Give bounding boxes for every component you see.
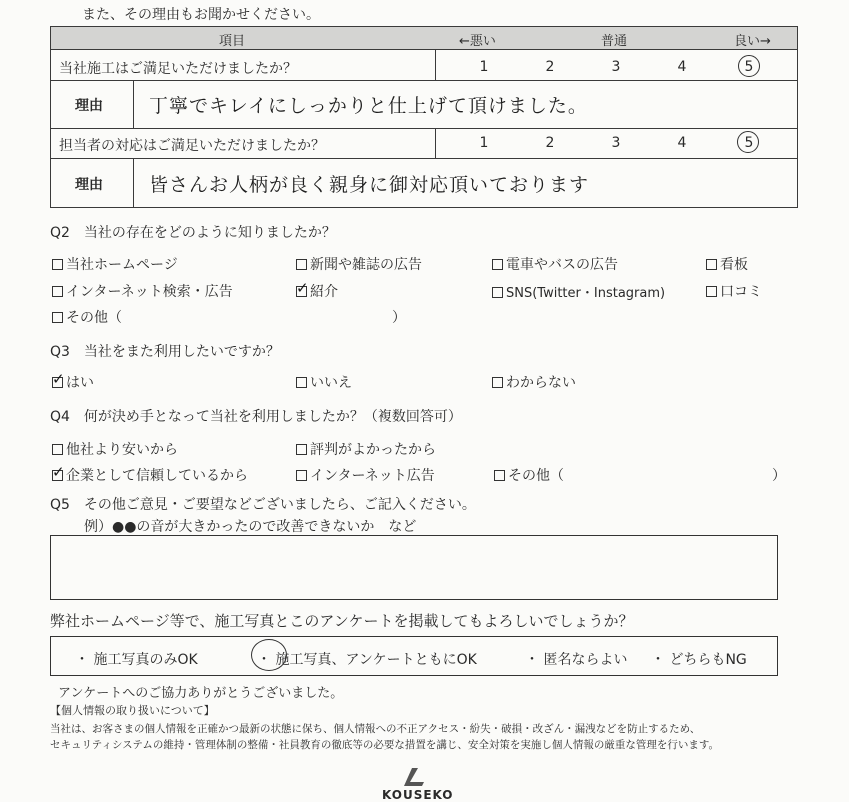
question-staff: 担当者の対応はご満足いただけましたか？ <box>59 138 325 154</box>
publish-option-selected[interactable]: ・ 施工写真、アンケートともにOK <box>257 652 477 668</box>
checkbox-icon <box>296 377 307 388</box>
q2-title: Q2 当社の存在をどのように知りましたか？ <box>50 225 336 241</box>
scale-4: 4 <box>677 135 687 151</box>
publish-options-box <box>50 636 778 676</box>
checkbox-icon <box>296 259 307 270</box>
intro-text: また、その理由もお聞かせください。 <box>82 7 320 23</box>
q5-example: 例）●●の音が大きかったので改善できないか など <box>84 519 417 535</box>
checkmark-icon: ✓ <box>296 279 309 297</box>
privacy-line-2: セキュリティシステムの維持・管理体制の整備・社員教育の徹底等の必要な措置を講じ、安全対策を実施し個人情報の厳重な管理を行います。 <box>50 739 720 751</box>
scale-1: 1 <box>479 59 489 75</box>
privacy-title: 【個人情報の取り扱いについて】 <box>50 704 215 717</box>
checkmark-icon: ✓ <box>52 370 65 388</box>
header-good: 良い→ <box>734 34 771 49</box>
company-logo <box>382 766 454 802</box>
scale-3: 3 <box>611 135 621 151</box>
q4-option[interactable]: インターネット広告 <box>296 465 435 485</box>
q2-other-close: ） <box>392 310 406 326</box>
thanks-text: アンケートへのご協力ありがとうございました。 <box>58 686 344 701</box>
scale-1: 1 <box>479 135 489 151</box>
checkbox-icon <box>494 470 505 481</box>
q2-option[interactable]: 口コミ <box>706 281 762 301</box>
header-normal: 普通 <box>601 34 628 49</box>
q4-title: Q4 何が決め手となって当社を利用しましたか？（複数回答可） <box>50 409 462 425</box>
q2-option-other[interactable]: その他（ <box>52 307 122 327</box>
table-header <box>51 27 797 50</box>
checkbox-icon <box>706 286 717 297</box>
scale-2: 2 <box>545 59 555 75</box>
reason-label: 理由 <box>75 98 103 114</box>
q2-option[interactable]: 当社ホームページ <box>52 254 178 274</box>
q2-option[interactable]: 新聞や雑誌の広告 <box>296 254 422 274</box>
checkbox-icon <box>492 287 503 298</box>
selected-circle-icon <box>251 639 287 671</box>
q2-option-checked[interactable]: ✓ 紹介 <box>296 279 338 300</box>
q2-option[interactable]: SNS(Twitter・Instagram) <box>492 282 665 301</box>
q3-option[interactable]: わからない <box>492 372 576 392</box>
scale-4: 4 <box>677 59 687 75</box>
publish-question: 弊社ホームページ等で、施工写真とこのアンケートを掲載してもよろしいでしょうか？ <box>50 612 634 630</box>
q3-title: Q3 当社をまた利用したいですか？ <box>50 344 280 360</box>
q2-option[interactable]: インターネット検索・広告 <box>52 281 233 301</box>
q4-option-checked[interactable]: ✓ 企業として信頼しているから <box>52 463 248 484</box>
reason-handwritten: 丁寧でキレイにしっかりと仕上げて頂けました。 <box>149 95 588 117</box>
privacy-line-1: 当社は、お客さまの個人情報を正確かつ最新の状態に保ち、個人情報への不正アクセス・紛失・破損・改ざん・漏洩などを防止するため、 <box>50 723 701 735</box>
q4-option[interactable]: 評判がよかったから <box>296 439 436 459</box>
checkbox-icon <box>492 377 503 388</box>
checkbox-icon <box>52 259 63 270</box>
q4-other-close: ） <box>772 468 786 484</box>
question-construction: 当社施工はご満足いただけましたか？ <box>59 61 297 77</box>
checkmark-icon: ✓ <box>52 463 65 481</box>
q5-title: Q5 その他ご意見・ご要望などございましたら、ご記入ください。 <box>50 497 476 513</box>
checkbox-icon <box>296 470 307 481</box>
checkbox-icon <box>492 259 503 270</box>
q4-option-other[interactable]: その他（ <box>494 465 564 485</box>
checkbox-icon <box>52 444 63 455</box>
checkbox-icon <box>296 444 307 455</box>
reason-label: 理由 <box>75 177 103 193</box>
checkbox-icon <box>706 259 717 270</box>
header-bad: ←悪い <box>459 34 496 49</box>
rating-table <box>50 26 798 208</box>
checkbox-icon <box>52 312 63 323</box>
checkbox-icon <box>52 286 63 297</box>
selected-circle-icon <box>738 55 760 77</box>
q3-option-checked[interactable]: ✓ はい <box>52 370 94 391</box>
scale-2: 2 <box>545 135 555 151</box>
logo-text: KOUSEKO <box>382 788 454 802</box>
publish-option[interactable]: ・ どちらもNG <box>651 652 747 668</box>
scale-5: 5 <box>744 59 754 75</box>
checkbox-icon <box>296 279 309 297</box>
q5-answer-box[interactable] <box>50 535 778 600</box>
q2-option[interactable]: 電車やバスの広告 <box>492 254 618 274</box>
selected-circle-icon <box>737 131 759 153</box>
scale-3: 3 <box>611 59 621 75</box>
q4-option[interactable]: 他社より安いから <box>52 439 178 459</box>
header-item: 項目 <box>219 34 246 49</box>
checkbox-icon <box>52 463 65 481</box>
publish-option[interactable]: ・ 施工写真のみOK <box>75 652 198 668</box>
publish-option[interactable]: ・ 匿名ならよい <box>525 652 628 668</box>
q3-option[interactable]: いいえ <box>296 372 352 392</box>
q2-option[interactable]: 看板 <box>706 254 748 274</box>
reason-handwritten: 皆さんお人柄が良く親身に御対応頂いております <box>149 174 590 196</box>
scale-5: 5 <box>744 135 754 151</box>
logo-mark-icon <box>398 766 438 790</box>
checkbox-icon <box>52 370 65 388</box>
